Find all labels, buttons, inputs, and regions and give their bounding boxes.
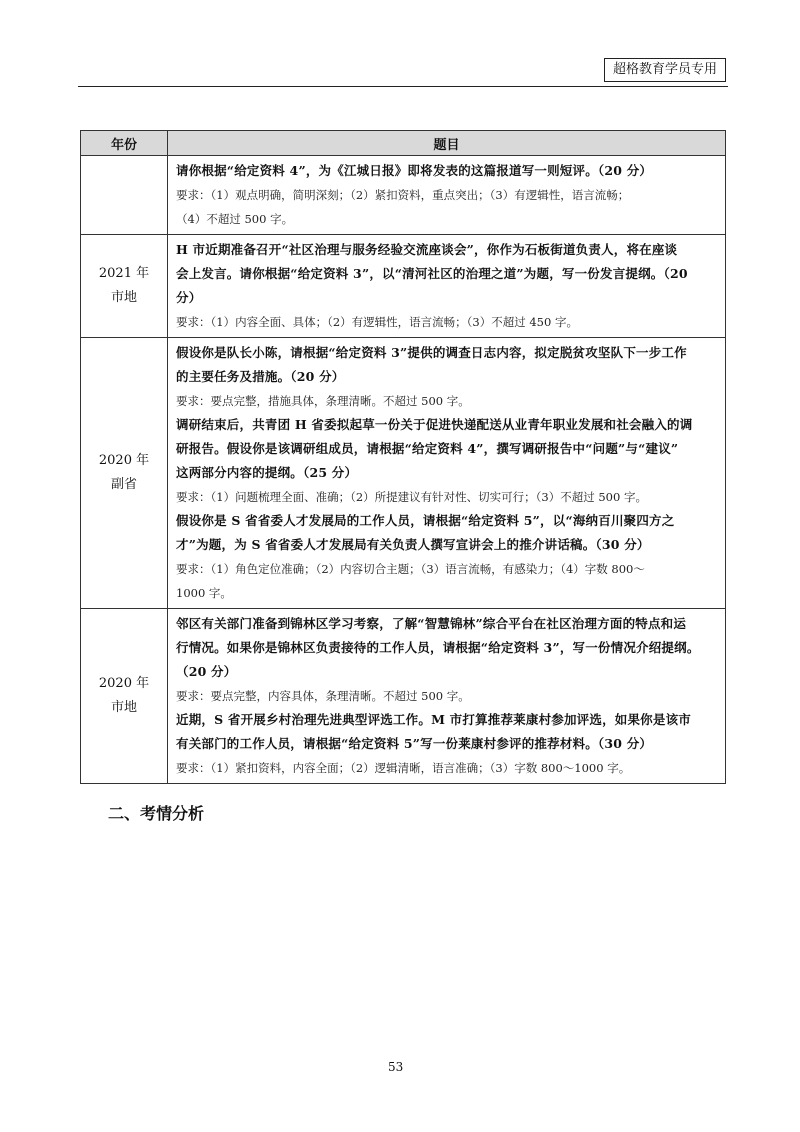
- question-text-line: 行情况。如果你是锦林区负责接待的工作人员，请根据“给定资料 3”，写一份情况介绍提纲。: [176, 640, 700, 655]
- question-text-line: 会上发言。请你根据“给定资料 3”，以“清河社区的治理之道”为题，写一份发言提纲。（20: [176, 266, 688, 281]
- year-line: 2020 年: [98, 676, 150, 691]
- question-text-line: 邻区有关部门准备到锦林区学习考察，了解“智慧锦林”综合平台在社区治理方面的特点和运: [176, 616, 687, 631]
- year-line: 市地: [110, 700, 137, 715]
- question-text-line: 这两部分内容的提纲。（25 分）: [176, 465, 358, 480]
- question-text-line: 才”为题，为 S 省省委人才发展局有关负责人撰写宣讲会上的推介讲话稿。（30 分）: [176, 537, 650, 552]
- section-heading: 二、考情分析: [108, 804, 205, 823]
- question-text-line: 的主要任务及措施。（20 分）: [176, 369, 345, 384]
- question-text-line: 近期，S 省开展乡村治理先进典型评选工作。M 市打算推荐莱康村参加评选，如果你是该市: [176, 712, 691, 727]
- question-cell: [168, 609, 726, 784]
- table-row: [81, 609, 726, 784]
- question-text-line: 有关部门的工作人员，请根据“给定资料 5”写一份莱康村参评的推荐材料。（30 分）: [176, 736, 653, 751]
- requirement-text-line: 要求：（1）紧扣资料，内容全面；（2）逻辑清晰，语言准确；（3）字数 800～1000 字。: [176, 761, 631, 775]
- question-text-line: 研报告。假设你是该调研组成员，请根据“给定资料 4”，撰写调研报告中“问题”与“建议”: [176, 441, 679, 456]
- header-label: 超格教育学员专用: [604, 58, 726, 82]
- question-text-line: 假设你是 S 省省委人才发展局的工作人员，请根据“给定资料 5”，以“海纳百川聚四方之: [176, 513, 675, 528]
- question-text-line: （20 分）: [176, 664, 237, 679]
- table-row: [81, 235, 726, 338]
- requirement-text-line: 要求：（1）角色定位准确；（2）内容切合主题；（3）语言流畅，有感染力；（4）字数 800～: [176, 562, 645, 576]
- question-text-line: 请你根据“给定资料 4”，为《江城日报》即将发表的这篇报道写一则短评。（20 分）: [176, 163, 653, 178]
- question-cell: [168, 338, 726, 609]
- requirement-text-line: 要求：要点完整，措施具体，条理清晰。不超过 500 字。: [176, 394, 470, 408]
- column-header-question: 题目: [168, 131, 726, 156]
- year-cell: [81, 338, 168, 609]
- page-number: 53: [388, 1060, 404, 1074]
- question-cell: [168, 156, 726, 235]
- question-text-line: 假设你是队长小陈，请根据“给定资料 3”提供的调查日志内容，拟定脱贫攻坚队下一步工作: [176, 345, 687, 360]
- table-body: [81, 156, 726, 784]
- table-header-row: [81, 131, 726, 156]
- column-header-year: 年份: [81, 131, 168, 156]
- year-cell: [81, 156, 168, 235]
- requirement-text-line: 要求：要点完整，内容具体，条理清晰。不超过 500 字。: [176, 689, 470, 703]
- year-line: 2021 年: [98, 266, 150, 281]
- requirement-text-line: 要求：（1）问题梳理全面、准确；（2）所提建议有针对性、切实可行；（3）不超过 500 字。: [176, 490, 647, 504]
- question-text-line: 分）: [176, 290, 202, 305]
- header-rule: [78, 86, 728, 87]
- year-cell: [81, 609, 168, 784]
- table-row: [81, 338, 726, 609]
- requirement-text-line: 1000 字。: [176, 586, 232, 600]
- requirement-text-line: 要求：（1）内容全面、具体；（2）有逻辑性，语言流畅；（3）不超过 450 字。: [176, 315, 578, 329]
- question-text-line: 调研结束后，共青团 H 省委拟起草一份关于促进快递配送从业青年职业发展和社会融入的调: [176, 417, 693, 432]
- table-row: [81, 156, 726, 235]
- year-line: 副省: [110, 477, 137, 492]
- requirement-text-line: （4）不超过 500 字。: [176, 212, 294, 226]
- requirement-text-line: 要求：（1）观点明确，简明深刻；（2）紧扣资料，重点突出；（3）有逻辑性，语言流畅；: [176, 188, 630, 202]
- year-cell: [81, 235, 168, 338]
- year-line: 2020 年: [98, 453, 150, 468]
- year-line: 市地: [110, 290, 137, 305]
- question-text-line: H 市近期准备召开“社区治理与服务经验交流座谈会”，你作为石板街道负责人，将在座谈: [176, 242, 678, 257]
- question-cell: [168, 235, 726, 338]
- exam-questions-table: [80, 130, 726, 784]
